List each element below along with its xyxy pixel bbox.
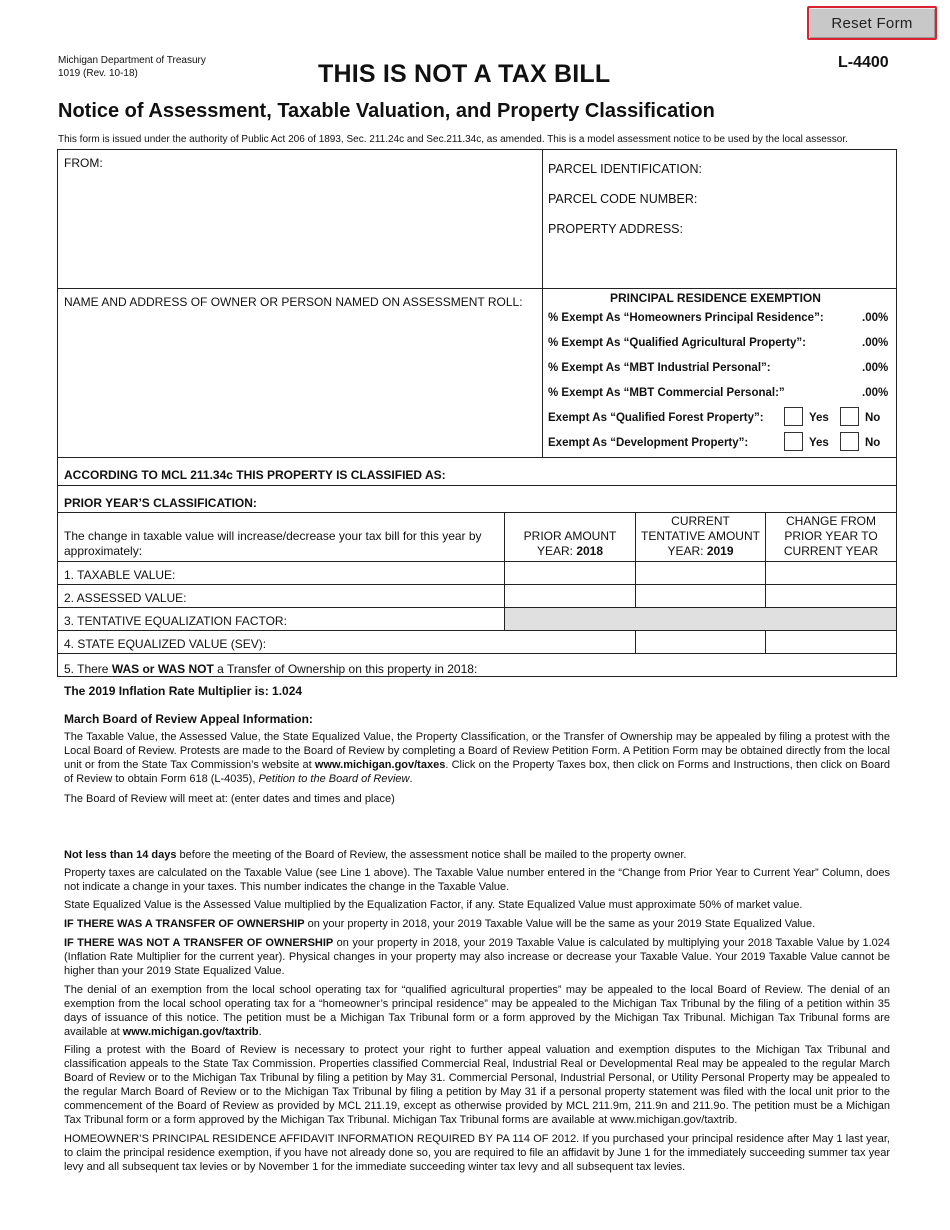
form-revision: 1019 (Rev. 10-18) (58, 68, 138, 79)
prior-year-prefix: YEAR: (536, 544, 577, 558)
appeal-text-1: The Taxable Value, the Assessed Value, the State Equalized Value, the Property Classification, or the Transfer of Ownership may be appealed by filing a protest with the Local Board of Review. Protests are made to the Board of Review by completing a Board of Review Petition Form. A Petition Form may be obtained directly from the local unit or from the State Tax Commission’s website at (64, 731, 890, 771)
current-amount-header-line3 (636, 544, 765, 559)
note-no-transfer (64, 936, 890, 978)
current-amount-header (636, 514, 765, 559)
exempt-homeowners-value[interactable]: .00% (862, 312, 889, 324)
change-header-line1: CHANGE FROM (786, 514, 876, 528)
transfer-was-or-was-not: WAS or WAS NOT (111, 662, 214, 676)
property-address-label: PROPERTY ADDRESS: (548, 222, 683, 236)
note-exemption-end: . (258, 1026, 262, 1038)
exempt-mbt-industrial-label: % Exempt As “MBT Industrial Personal”: (548, 362, 771, 374)
note-protest-filing: Filing a protest with the Board of Review is necessary to protect your right to further appeal valuation and exemption disputes to the Michigan Tax Tribunal and classification appeals to the State Tax Commission. Properties classified Commercial Real, Industrial Real or Developmental Real may be appealed to the regular March Board of Review or to the Michigan Tax Tribunal by filing a petition by May 31. Commercial Personal, Industrial Personal, or Utility Personal Property may be appealed to the regular March Board of Review or to the Michigan Tax Tribunal by filing a petition by May 31 if a personal property statement was filed with the local unit prior to the commencement of the Board of Review as provided by MCL 211.19, except as otherwise provided by MCL 211.9m, 211.9n and 211.9o. The petition must be a Michigan Tax Tribunal form or a form approved by the Michigan Tax Tribunal. Michigan Tax Tribunal forms are available at www.michigan.gov/taxtrib. (64, 1044, 890, 1126)
change-header (766, 514, 896, 559)
equalization-factor-label: 3. TENTATIVE EQUALIZATION FACTOR: (64, 614, 287, 628)
taxable-value-label: 1. TAXABLE VALUE: (64, 568, 176, 582)
table-intro (64, 529, 482, 559)
development-no-checkbox[interactable] (840, 432, 859, 451)
prior-amount-header-line2 (505, 544, 635, 559)
development-yes-label: Yes (809, 437, 829, 449)
from-field[interactable] (60, 172, 540, 284)
taxes-website-link[interactable]: www.michigan.gov/taxes (314, 759, 446, 771)
note-transfer-bold: IF THERE WAS A TRANSFER OF OWNERSHIP (64, 918, 305, 930)
current-year-prefix: YEAR: (667, 544, 707, 558)
forest-no-checkbox[interactable] (840, 407, 859, 426)
note-mailing-text: before the meeting of the Board of Review, the assessment notice shall be mailed to the property owner. (176, 849, 687, 861)
form-number: L-4400 (838, 54, 889, 71)
exempt-mbt-industrial-value[interactable]: .00% (862, 362, 889, 374)
note-transfer (64, 917, 890, 931)
note-affidavit: HOMEOWNER’S PRINCIPAL RESIDENCE AFFIDAVIT INFORMATION REQUIRED BY PA 114 OF 2012. If you purchased your principal residence after May 1 last year, to claim the principal residence exemption, if you have not already done so, you are required to file an affidavit by June 1 for the immediately succeeding summer tax year levy and all subsequent tax levies or by November 1 for the immediate succeeding winter tax levy and all subsequent tax levies. (64, 1133, 890, 1173)
exempt-homeowners-label: % Exempt As “Homeowners Principal Residence”: (548, 312, 824, 324)
appeal-text-3: . (409, 773, 413, 785)
authority-statement: This form is issued under the authority of Public Act 206 of 1893, Sec. 211.24c and Sec.211.34c, as amended. This is a model assessment notice to be used by the local assessor. (58, 134, 848, 145)
note-transfer-text: on your property in 2018, your 2019 Taxable Value will be the same as your 2019 State Equalized Value. (304, 918, 816, 930)
department-name: Michigan Department of Treasury (58, 55, 206, 66)
reset-form-button[interactable]: Reset Form (807, 6, 937, 40)
exempt-agricultural-label: % Exempt As “Qualified Agricultural Property”: (548, 337, 806, 349)
prior-year-value: 2018 (576, 544, 604, 558)
note-mailing-bold: Not less than 14 days (64, 849, 177, 861)
forest-yes-label: Yes (809, 412, 829, 424)
current-amount-header-line1: CURRENT (671, 514, 730, 528)
parcel-identification-label: PARCEL IDENTIFICATION: (548, 162, 702, 176)
petition-form-title: Petition to the Board of Review (258, 773, 410, 785)
note-taxable-value: Property taxes are calculated on the Taxable Value (see Line 1 above). The Taxable Value number entered in the “Change from Prior Year to Current Year” Column, does not indicate a change in your taxes. This number indicates the change in the Taxable Value. (64, 867, 890, 893)
page-title: THIS IS NOT A TAX BILL (318, 60, 611, 88)
pre-title: PRINCIPAL RESIDENCE EXEMPTION (610, 291, 821, 305)
forest-property-label: Exempt As “Qualified Forest Property”: (548, 412, 764, 424)
parcel-code-label: PARCEL CODE NUMBER: (548, 192, 698, 206)
owner-label: NAME AND ADDRESS OF OWNER OR PERSON NAMED ON ASSESSMENT ROLL: (64, 295, 523, 309)
development-property-label: Exempt As “Development Property”: (548, 437, 749, 449)
forest-yes-checkbox[interactable] (784, 407, 803, 426)
transfer-of-ownership-label (64, 662, 477, 676)
department-info (58, 54, 206, 80)
board-meeting-field[interactable] (64, 808, 890, 844)
prior-amount-header-line1: PRIOR AMOUNT (523, 529, 617, 543)
transfer-suffix: a Transfer of Ownership on this property in 2018: (213, 662, 478, 676)
sev-label: 4. STATE EQUALIZED VALUE (SEV): (64, 637, 267, 651)
note-exemption-text: The denial of an exemption from the local school operating tax for “qualified agricultural properties” may be appealed to the local Board of Review. The denial of an exemption from the local school operating tax for a “homeowner’s principal residence” may be appealed to the Michigan Tax Tribunal by the filing of a petition within 35 days of issuance of this notice. The petition must be a Michigan Tax Tribunal form or a form approved by the Michigan Tax Tribunal. Michigan Tax Tribunal forms are available at (64, 984, 890, 1038)
note-no-transfer-bold: IF THERE WAS NOT A TRANSFER OF OWNERSHIP (64, 937, 334, 949)
appeal-paragraph (64, 730, 890, 786)
taxtrib-website-link[interactable]: www.michigan.gov/taxtrib (122, 1026, 259, 1038)
table-intro-line2: approximately: (64, 544, 143, 558)
note-mailing (64, 848, 890, 862)
page-subtitle: Notice of Assessment, Taxable Valuation, and Property Classification (58, 100, 715, 122)
transfer-prefix: 5. There (64, 662, 112, 676)
note-sev: State Equalized Value is the Assessed Value multiplied by the Equalization Factor, if any. State Equalized Value must approximate 50% of market value. (64, 899, 803, 911)
current-year-value: 2019 (706, 544, 734, 558)
forest-no-label: No (865, 412, 881, 424)
board-meeting-label: The Board of Review will meet at: (enter dates and times and place) (64, 793, 395, 805)
equalization-factor-field[interactable] (505, 608, 896, 630)
table-intro-line1: The change in taxable value will increase/decrease your tax bill for this year by (64, 529, 482, 543)
current-amount-header-line2: TENTATIVE AMOUNT (641, 529, 760, 543)
exempt-mbt-commercial-label: % Exempt As “MBT Commercial Personal:” (548, 387, 785, 399)
note-exemption-denial (64, 983, 890, 1039)
exempt-mbt-commercial-value[interactable]: .00% (862, 387, 889, 399)
from-label: FROM: (64, 156, 103, 170)
note-no-transfer-text: on your property in 2018, your 2019 Taxable Value is calculated by multiplying your 2018 Taxable Value by 1.024 (Inflation Rate Multiplier for the current year). Physical changes in your property may also increase or decrease your Taxable Value. Your 2019 Taxable Value cannot be higher than your 2019 State Equalized Value. (64, 937, 890, 977)
owner-field[interactable] (60, 312, 540, 454)
prior-amount-header (505, 529, 635, 559)
prior-classification-label: PRIOR YEAR’S CLASSIFICATION: (64, 496, 257, 510)
development-no-label: No (865, 437, 881, 449)
change-header-line3: CURRENT YEAR (783, 544, 879, 558)
inflation-multiplier: The 2019 Inflation Rate Multiplier is: 1.024 (64, 684, 303, 698)
appeal-heading: March Board of Review Appeal Information: (64, 712, 313, 726)
assessed-value-label: 2. ASSESSED VALUE: (64, 591, 187, 605)
change-header-line2: PRIOR YEAR TO (784, 529, 878, 543)
exempt-agricultural-value[interactable]: .00% (862, 337, 889, 349)
development-yes-checkbox[interactable] (784, 432, 803, 451)
classification-label: ACCORDING TO MCL 211.34c THIS PROPERTY IS CLASSIFIED AS: (64, 468, 446, 482)
appeal-text-2: . Click on the Property Taxes box, then click on Forms and Instructions, then click on Board of Review to obtain Form 618 (L-4035), (64, 759, 890, 785)
